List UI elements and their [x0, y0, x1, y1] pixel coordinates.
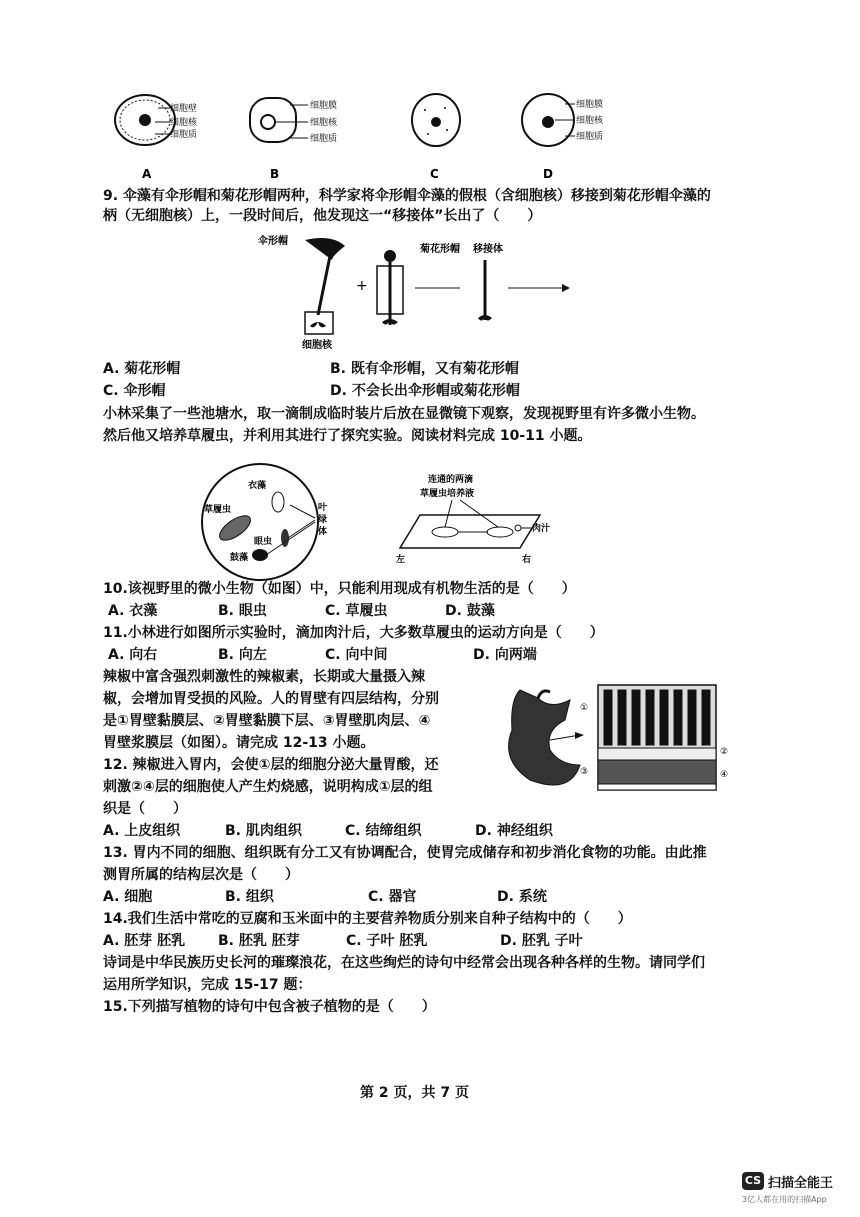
intro12-line3: 是①胃壁黏膜层、②胃壁黏膜下层、③胃壁肌肉层、④	[103, 713, 431, 729]
wall-marker-1: ①	[580, 703, 589, 713]
cell-d-letter: D	[543, 167, 553, 181]
scanner-app-name: 扫描全能王	[768, 1176, 834, 1191]
umbrella-cap-label: 伞形帽	[258, 236, 288, 247]
q14-stem: 14.我们生活中常吃的豆腐和玉米面中的主要营养物质分别来自种子结构中的（ ）	[103, 911, 632, 927]
q13-option-c: C. 器官	[368, 889, 417, 905]
q11-option-c: C. 向中间	[325, 647, 388, 663]
nucleus-label: 细胞核	[302, 340, 332, 351]
chrysanthemum-cap-label: 菊花形帽	[420, 244, 460, 255]
wall-marker-2: ②	[720, 747, 729, 757]
q13-option-b: B. 组织	[225, 889, 274, 905]
scanner-tagline: 3亿人都在用的扫描App	[742, 1195, 827, 1204]
q10-stem: 10.该视野里的微小生物（如图）中，只能利用现成有机物生活的是（ ）	[103, 581, 576, 597]
wall-marker-3: ③	[580, 767, 589, 777]
intro15-line1: 诗词是中华民族历史长河的璀璨浪花，在这些绚烂的诗句中经常会出现各种各样的生物。请同学们	[103, 955, 705, 971]
wall-marker-4: ④	[720, 770, 729, 780]
cell-a-letter: A	[142, 167, 152, 181]
fig-connect-line1: 连通的两滴	[428, 475, 474, 485]
q12-stem-line3: 织是（ ）	[103, 801, 187, 817]
fig-euglena-label: 眼虫	[254, 537, 273, 547]
q12-option-b: B. 肌肉组织	[225, 823, 302, 839]
q10-option-b: B. 眼虫	[218, 603, 267, 619]
q14-option-c: C. 子叶 胚乳	[346, 933, 428, 949]
q14-option-d: D. 胚乳 子叶	[500, 933, 583, 949]
q9-graft-figure	[250, 230, 580, 355]
q9-option-a: A. 菊花形帽	[103, 361, 181, 377]
q12-stem-line1: 12. 辣椒进入胃内，会使①层的细胞分泌大量胃酸，还	[103, 757, 439, 773]
intro12-line4: 胃壁浆膜层（如图）。请完成 12-13 小题。	[103, 735, 375, 751]
fig-chloroplast-char-2: 绿	[318, 515, 328, 525]
q11-option-b: B. 向左	[218, 647, 267, 663]
cell-b-label-1: 细胞膜	[310, 101, 338, 111]
cell-b-label-3: 细胞质	[310, 134, 338, 144]
scanner-logo-icon: CS	[742, 1172, 764, 1190]
fig-desmid-label: 鼓藻	[230, 553, 249, 563]
q10-option-a: A. 衣藻	[108, 603, 158, 619]
cell-d-label-3: 细胞质	[576, 132, 604, 142]
cell-c	[412, 94, 460, 181]
q15-stem: 15.下列描写植物的诗句中包含被子植物的是（ ）	[103, 999, 436, 1015]
fig-yizao-label: 衣藻	[248, 481, 267, 491]
fig-right-label: 右	[522, 555, 532, 565]
fig-chloroplast-char-1: 叶	[318, 503, 328, 513]
q11-option-a: A. 向右	[108, 647, 158, 663]
q11-slide-figure	[390, 470, 570, 565]
fig-left-label: 左	[396, 555, 406, 565]
q9-option-c: C. 伞形帽	[103, 383, 166, 399]
cell-a	[115, 95, 198, 181]
cell-a-label-3: 细胞质	[170, 130, 198, 140]
stomach-wall-figure	[480, 680, 740, 800]
q13-stem-line2: 测胃所属的结构层次是（ ）	[103, 867, 299, 883]
fig-meat-juice-label: 肉汁	[532, 524, 551, 534]
q9-stem-line1: 9. 伞藻有伞形帽和菊花形帽两种，科学家将伞形帽伞藻的假根（含细胞核）移接到菊花形帽伞藻的	[103, 188, 711, 204]
cell-b-label-2: 细胞核	[310, 118, 338, 128]
q11-option-d: D. 向两端	[473, 647, 537, 663]
q8-cell-figures	[100, 90, 660, 185]
intro12-line1: 辣椒中富含强烈刺激性的辣椒素，长期或大量摄入辣	[103, 669, 425, 685]
q10-option-c: C. 草履虫	[325, 603, 388, 619]
intro10-line1: 小林采集了一些池塘水，取一滴制成临时装片后放在显微镜下观察，发现视野里有许多微小生物。	[103, 406, 705, 422]
cell-d-label-1: 细胞膜	[576, 100, 604, 110]
q13-option-a: A. 细胞	[103, 889, 153, 905]
graft-label: 移接体	[473, 244, 503, 255]
cell-b-letter: B	[270, 167, 280, 181]
q12-option-c: C. 结缔组织	[345, 823, 422, 839]
q12-option-d: D. 神经组织	[475, 823, 553, 839]
cell-b	[250, 98, 338, 181]
q11-stem: 11.小林进行如图所示实验时，滴加肉汁后，大多数草履虫的运动方向是（ ）	[103, 625, 604, 641]
q14-option-a: A. 胚芽 胚乳	[103, 933, 186, 949]
cell-d-label-2: 细胞核	[576, 116, 604, 126]
intro10-line2: 然后他又培养草履虫，并利用其进行了探究实验。阅读材料完成 10-11 小题。	[103, 428, 592, 444]
cell-a-label-1: 细胞壁	[170, 104, 198, 114]
plus-sign: +	[356, 278, 368, 294]
fig-connect-line2: 草履虫培养液	[420, 489, 475, 499]
q14-option-b: B. 胚乳 胚芽	[218, 933, 300, 949]
cell-d	[522, 94, 604, 181]
fig-paramecium-label: 草履虫	[204, 505, 232, 515]
cell-c-letter: C	[430, 167, 439, 181]
q13-stem-line1: 13. 胃内不同的细胞、组织既有分工又有协调配合，使胃完成储存和初步消化食物的功能。由此推	[103, 845, 707, 861]
q12-stem-line2: 刺激②④层的细胞使人产生灼烧感，说明构成①层的组	[103, 779, 433, 795]
fig-chloroplast-char-3: 体	[318, 527, 328, 537]
cell-a-label-2: 细胞核	[170, 118, 198, 128]
q10-option-d: D. 鼓藻	[445, 603, 495, 619]
q12-option-a: A. 上皮组织	[103, 823, 181, 839]
q9-stem-line2: 柄（无细胞核）上，一段时间后，他发现这一“移接体”长出了（ ）	[103, 208, 542, 224]
q9-option-b: B. 既有伞形帽，又有菊花形帽	[330, 361, 519, 377]
q13-option-d: D. 系统	[497, 889, 547, 905]
q9-option-d: D. 不会长出伞形帽或菊花形帽	[330, 383, 520, 399]
page-footer: 第 2 页，共 7 页	[360, 1085, 469, 1101]
q10-microscope-figure	[190, 460, 350, 585]
intro12-line2: 椒，会增加胃受损的风险。人的胃壁有四层结构，分别	[103, 691, 439, 707]
intro15-line2: 运用所学知识，完成 15-17 题：	[103, 977, 312, 993]
